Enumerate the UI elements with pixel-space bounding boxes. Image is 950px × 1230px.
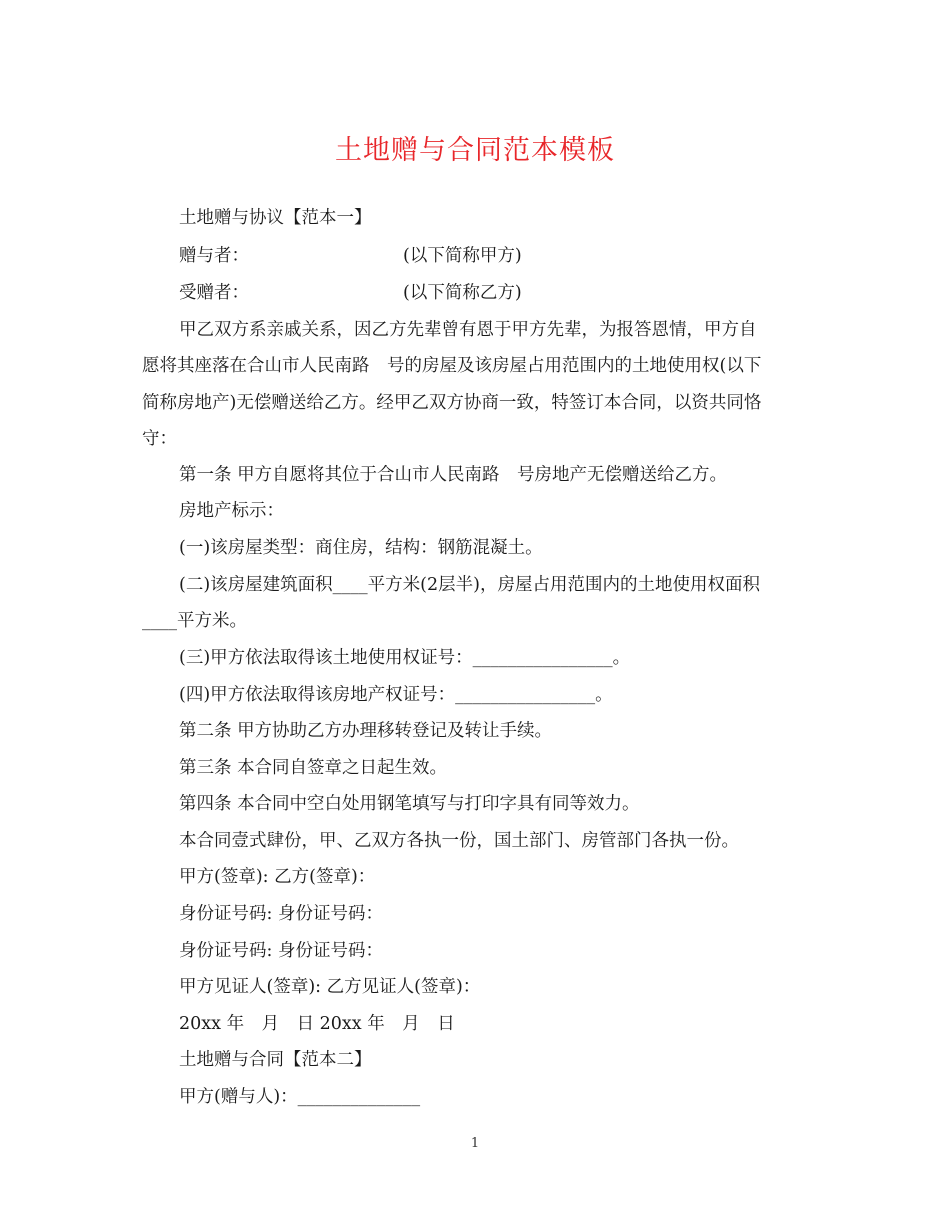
sample-one-heading: 土地赠与协议【范本一】 xyxy=(179,208,372,228)
intro-paragraph-line-4: 守： xyxy=(142,429,177,449)
article-three: 第三条 本合同自签章之日起生效。 xyxy=(179,758,448,778)
item-two-line-1: (二)该房屋建筑面积____平方米(2层半)，房屋占用范围内的土地使用权面积 xyxy=(179,575,760,595)
item-three: (三)甲方依法取得该土地使用权证号：________________。 xyxy=(179,648,631,668)
donor-line xyxy=(179,243,779,269)
item-two-line-2: ____平方米。 xyxy=(142,611,247,631)
article-four: 第四条 本合同中空白处用钢笔填写与打印字具有同等效力。 xyxy=(179,794,640,814)
document-title: 土地赠与合同范本模板 xyxy=(335,135,615,166)
intro-paragraph-line-3: 简称房地产)无偿赠送给乙方。经甲乙双方协商一致，特签订本合同，以资共同恪 xyxy=(142,393,762,413)
witness-line: 甲方见证人(签章): 乙方见证人(签章)： xyxy=(179,977,481,997)
recipient-label: 受赠者： xyxy=(179,283,249,303)
article-two: 第二条 甲方协助乙方办理移转登记及转让手续。 xyxy=(179,721,553,741)
date-line: 20xx 年 月 日 20xx 年 月 日 xyxy=(179,1014,455,1034)
id-number-line-2: 身份证号码: 身份证号码： xyxy=(179,941,383,961)
copies-clause: 本合同壹式肆份，甲、乙双方各执一份，国土部门、房管部门各执一份。 xyxy=(179,831,739,851)
article-one: 第一条 甲方自愿将其位于合山市人民南路 号房地产无偿赠送给乙方。 xyxy=(179,465,728,485)
id-number-line-1: 身份证号码: 身份证号码： xyxy=(179,904,383,924)
intro-paragraph-line-1: 甲乙双方系亲戚关系，因乙方先辈曾有恩于甲方先辈，为报答恩情，甲方自 xyxy=(179,320,757,340)
sample-two-party-a: 甲方(赠与人)：______________ xyxy=(179,1087,421,1107)
item-one: (一)该房屋类型：商住房，结构：钢筋混凝土。 xyxy=(179,538,543,558)
sample-two-heading: 土地赠与合同【范本二】 xyxy=(179,1050,372,1070)
signature-line: 甲方(签章): 乙方(签章)： xyxy=(179,867,376,887)
item-four: (四)甲方依法取得该房地产权证号：________________。 xyxy=(179,685,613,705)
page-number: 1 xyxy=(470,1136,480,1151)
donor-label: 赠与者： xyxy=(179,246,249,266)
intro-paragraph-line-2: 愿将其座落在合山市人民南路 号的房屋及该房屋占用范围内的土地使用权(以下 xyxy=(142,356,762,376)
estate-label: 房地产标示： xyxy=(179,501,284,521)
recipient-note: (以下简称乙方) xyxy=(403,283,522,303)
recipient-line xyxy=(179,280,779,306)
donor-note: (以下简称甲方) xyxy=(403,246,522,266)
